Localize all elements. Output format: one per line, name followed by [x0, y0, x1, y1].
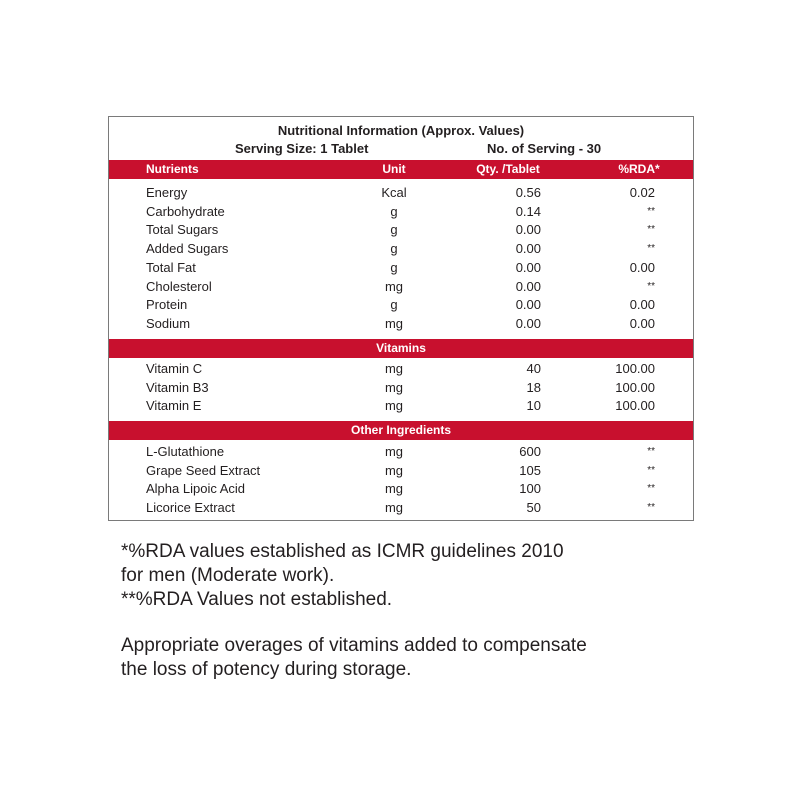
- cell-name: Total Fat: [146, 259, 196, 275]
- cell-unit: mg: [384, 444, 404, 459]
- footnote-rda-basis: *%RDA values established as ICMR guidelines 2010: [121, 541, 564, 562]
- table-row: [109, 314, 693, 333]
- vitamins-band: Vitamins: [109, 339, 693, 358]
- cell-unit: mg: [384, 500, 404, 516]
- cell-rda: **: [647, 224, 655, 236]
- cell-unit: Kcal: [381, 185, 407, 200]
- cell-name: Licorice Extract: [146, 500, 235, 516]
- footnotes: [121, 540, 761, 682]
- table-row: [109, 359, 693, 378]
- cell-name: Cholesterol: [146, 278, 212, 294]
- cell-qty: 105: [519, 462, 541, 478]
- cell-rda: **: [647, 280, 655, 292]
- footnote-rda-basis-cont: for men (Moderate work).: [121, 565, 335, 586]
- cell-name: Vitamin E: [146, 398, 202, 414]
- cell-rda: **: [647, 243, 655, 255]
- col-rda: %RDA*: [618, 162, 660, 176]
- cell-name: Carbohydrate: [146, 203, 225, 219]
- cell-name: Sodium: [146, 315, 191, 331]
- cell-unit: mg: [384, 462, 404, 478]
- cell-rda: 0.00: [629, 315, 655, 331]
- cell-name: Vitamin B3: [146, 379, 209, 395]
- cell-qty: 10: [526, 398, 541, 414]
- cell-name: Added Sugars: [146, 241, 229, 257]
- cell-qty: 0.00: [515, 259, 541, 275]
- table-row: [109, 378, 693, 397]
- cell-unit: mg: [384, 481, 404, 497]
- cell-name: Total Sugars: [146, 222, 219, 238]
- table-row: [109, 396, 693, 415]
- cell-unit: g: [390, 297, 398, 313]
- table-row: [109, 442, 693, 461]
- cell-qty: 18: [526, 379, 541, 395]
- cell-rda: **: [647, 502, 655, 514]
- table-title: Nutritional Information (Approx. Values): [277, 123, 525, 138]
- table-row: [109, 498, 693, 517]
- cell-qty: 0.00: [515, 222, 541, 238]
- cell-unit: g: [390, 259, 398, 275]
- table-row: [109, 295, 693, 314]
- cell-rda: **: [647, 464, 655, 476]
- cell-rda: 100.00: [615, 361, 655, 376]
- cell-unit: mg: [384, 278, 404, 294]
- serving-size: Serving Size: 1 Tablet: [235, 141, 369, 156]
- overage-note: Appropriate overages of vitamins added to compensate: [121, 635, 587, 656]
- table-row: [109, 220, 693, 239]
- cell-unit: mg: [384, 398, 404, 414]
- nutrition-table: [108, 116, 694, 521]
- table-row: [109, 277, 693, 296]
- overage-note-cont: the loss of potency during storage.: [121, 659, 412, 680]
- cell-qty: 0.14: [515, 203, 541, 219]
- cell-qty: 0.56: [515, 185, 541, 200]
- cell-name: Alpha Lipoic Acid: [146, 481, 246, 497]
- table-row: [109, 461, 693, 480]
- cell-rda: 100.00: [615, 398, 655, 414]
- cell-qty: 50: [526, 500, 541, 516]
- cell-unit: mg: [384, 361, 404, 376]
- cell-qty: 0.00: [515, 278, 541, 294]
- table-row: [109, 258, 693, 277]
- cell-name: L-Glutathione: [146, 444, 225, 459]
- column-header-band: [109, 160, 693, 179]
- cell-rda: 100.00: [615, 379, 655, 395]
- table-row: [109, 479, 693, 498]
- table-row: [109, 202, 693, 221]
- col-qty: Qty. /Tablet: [476, 162, 540, 176]
- cell-rda: 0.00: [629, 259, 655, 275]
- cell-rda: 0.00: [629, 297, 655, 313]
- cell-qty: 0.00: [515, 297, 541, 313]
- table-row: [109, 239, 693, 258]
- cell-rda: **: [647, 446, 655, 457]
- col-nutrients: Nutrients: [146, 162, 199, 176]
- cell-qty: 0.00: [515, 241, 541, 257]
- cell-name: Protein: [146, 297, 188, 313]
- cell-unit: g: [390, 203, 398, 219]
- cell-unit: g: [390, 222, 398, 238]
- cell-rda: 0.02: [629, 185, 655, 200]
- cell-qty: 0.00: [515, 315, 541, 331]
- col-unit: Unit: [382, 162, 406, 176]
- cell-qty: 40: [526, 361, 541, 376]
- cell-unit: mg: [384, 315, 404, 331]
- cell-name: Vitamin C: [146, 361, 203, 376]
- number-of-servings: No. of Serving - 30: [487, 141, 602, 156]
- table-row: [109, 183, 693, 202]
- footnote-rda-not-established: **%RDA Values not established.: [121, 589, 393, 610]
- other-ingredients-band: Other Ingredients: [109, 421, 693, 440]
- cell-rda: **: [647, 205, 655, 217]
- cell-rda: **: [647, 483, 655, 495]
- cell-name: Grape Seed Extract: [146, 462, 261, 478]
- cell-qty: 100: [519, 481, 541, 497]
- cell-name: Energy: [146, 185, 188, 200]
- cell-qty: 600: [519, 444, 541, 459]
- cell-unit: g: [390, 241, 398, 257]
- cell-unit: mg: [384, 379, 404, 395]
